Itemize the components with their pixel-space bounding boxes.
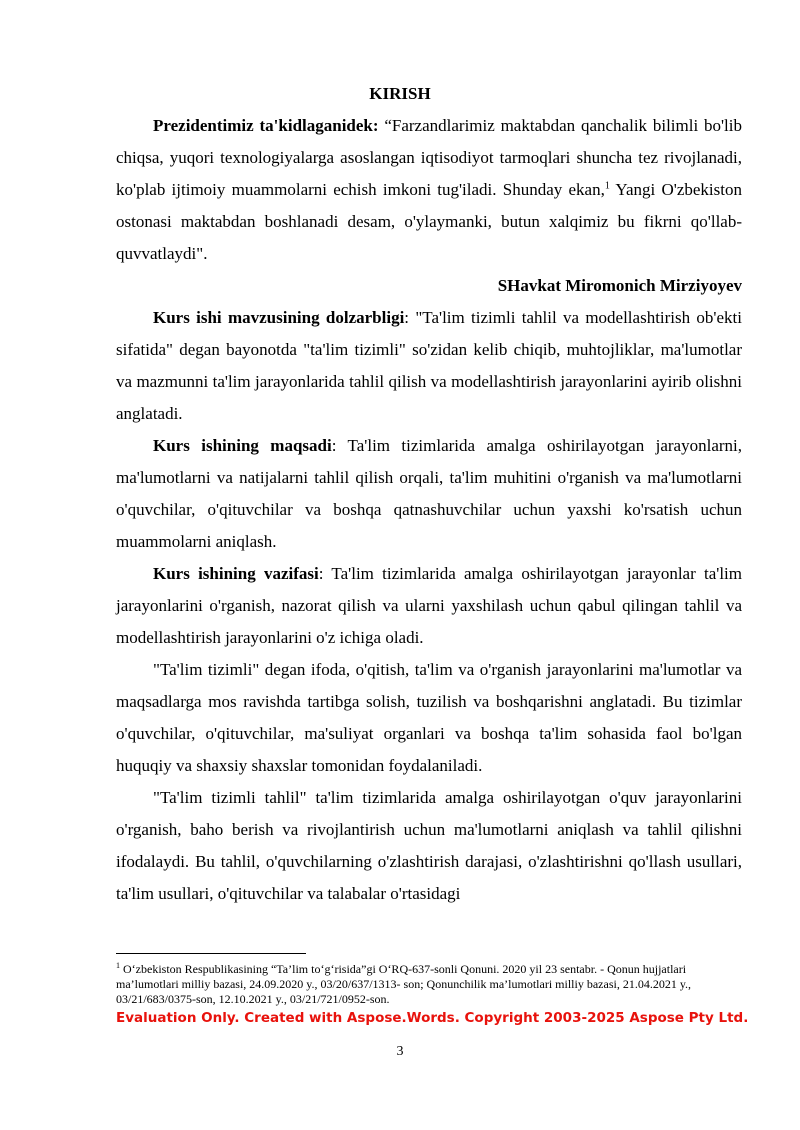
paragraph-text: "Ta'lim tizimli tahlil" ta'lim tizimlarida amalga oshirilayotgan o'quv jarayonlarini o'rganish, baho berish va rivojlantirish uchun ma'lumotlarni aniqlash va tahlil qilishni ifodalaydi. Bu tahlil, o'quvchilarning o'zlashtirish darajasi, o'zlashtirishni qo'llash usullari, ta'lim usullari, o'qituvchilar va talabalar o'rtasidagi	[116, 788, 742, 903]
paragraph-goal	[116, 430, 742, 558]
quote-text-continued: Yangi O'zbekiston ostonasi maktabdan boshlanadi desam, o'ylaymanki, butun xalqimiz bu fikrni qo'llab-quvvatlaydi".	[116, 180, 742, 263]
paragraph-definition	[116, 654, 742, 782]
paragraph-text: : "Ta'lim tizimli tahlil va modellashtirish ob'ekti sifatida" degan bayonotda "ta'lim tizimli" so'zidan kelib chiqib, muhtojliklar, ma'lumotlar va mazmunni ta'lim jarayonlarida tahlil qilish va modellashtirish jarayonlarini ayirib olishni anglatadi.	[116, 308, 742, 423]
footnote-separator	[116, 953, 306, 954]
paragraph-relevance	[116, 302, 742, 430]
document-body	[116, 110, 742, 910]
page-number: 3	[396, 1044, 404, 1059]
page-title: KIRISH	[369, 84, 431, 103]
paragraph-lead: Kurs ishining maqsadi	[153, 436, 332, 455]
paragraph-lead: Kurs ishining vazifasi	[153, 564, 319, 583]
paragraph-analysis	[116, 782, 742, 910]
footnote	[116, 962, 742, 1007]
paragraph-text: : Ta'lim tizimlarida amalga oshirilayotgan jarayonlar ta'lim jarayonlarini o'rganish, nazorat qilish va ularni yaxshilash uchun qabul qilingan tahlil va modellashtirish jarayonlarini o'z ichiga oladi.	[116, 564, 742, 647]
paragraph-text: : Ta'lim tizimlarida amalga oshirilayotgan jarayonlarni, ma'lumotlarni va natijalarni tahlil qilish orqali, ta'lim muhitini o'rganish va ma'lumotlarni o'quvchilar, o'qituvchilar va boshqa qatnashuvchilar uchun yaxshi ko'rsatish uchun muammolarni aniqlash.	[116, 436, 742, 551]
footnote-reference[interactable]: 1	[604, 180, 610, 192]
quote-lead: Prezidentimiz ta'kidlaganidek:	[153, 116, 379, 135]
footnote-marker: 1	[116, 961, 120, 970]
evaluation-watermark: Evaluation Only. Created with Aspose.Words. Copyright 2003-2025 Aspose Pty Ltd.	[116, 1010, 749, 1026]
quote-paragraph	[116, 110, 742, 270]
quote-text: “Farzandlarimiz maktabdan qanchalik bilimli bo'lib chiqsa, yuqori texnologiyalarga asoslangan iqtisodiyot tarmoqlari shuncha tez rivojlanadi, ko'plab ijtimoiy muammolarni echish imkoni tug'iladi. Shunday ekan,	[116, 116, 742, 199]
paragraph-task	[116, 558, 742, 654]
quote-author: SHavkat Miromonich Mirziyoyev	[497, 276, 742, 295]
footnote-text: O‘zbekiston Respublikasining “Ta’lim to‘g‘risida”gi O‘RQ-637-sonli Qonuni. 2020 yil 23 sentabr. - Qonun hujjatlari ma’lumotlari milliy bazasi, 24.09.2020 y., 03/20/637/1313- son; Qonunchilik ma’lumotlari milliy bazasi, 21.04.2021 y., 03/21/683/0375-son, 12.10.2021 y., 03/21/721/0952-son.	[116, 962, 692, 1006]
paragraph-text: "Ta'lim tizimli" degan ifoda, o'qitish, ta'lim va o'rganish jarayonlarini ma'lumotlar va maqsadlarga mos ravishda tartibga solish, tuzilish va boshqarishni anglatadi. Bu tizimlar o'quvchilar, o'qituvchilar, ma'suliyat organlari va boshqa ta'lim sohasida faol bo'lgan huquqiy va shaxsiy shaxslar tomonidan foydalaniladi.	[116, 660, 742, 775]
paragraph-lead: Kurs ishi mavzusining dolzarbligi	[153, 308, 405, 327]
